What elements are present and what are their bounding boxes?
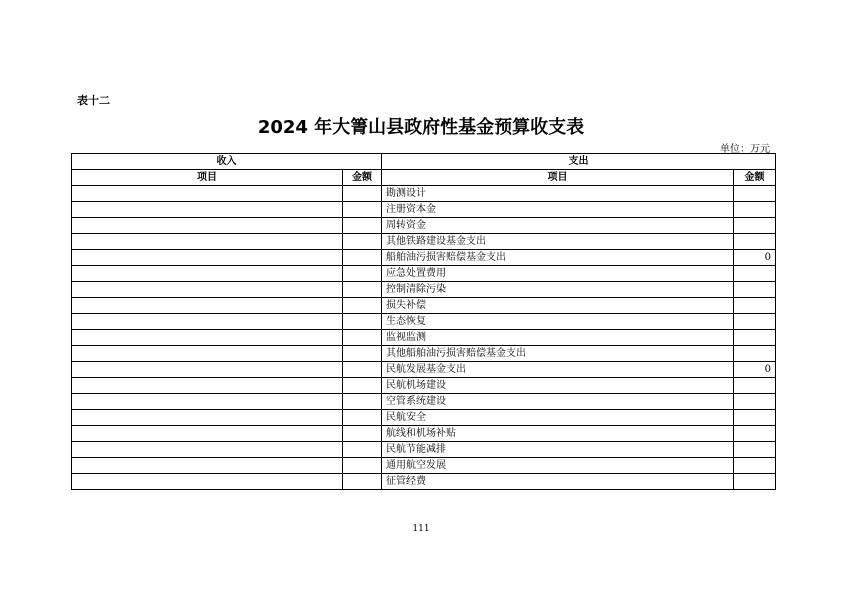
income-amount-cell — [343, 298, 382, 314]
expense-amount-cell — [734, 394, 776, 410]
income-amount-cell — [343, 266, 382, 282]
income-amount-cell — [343, 426, 382, 442]
expense-item-cell: 空管系统建设 — [382, 394, 734, 410]
income-amount-cell — [343, 250, 382, 266]
income-item-cell — [72, 330, 343, 346]
income-item-cell — [72, 426, 343, 442]
expense-amount-cell — [734, 442, 776, 458]
income-item-cell — [72, 186, 343, 202]
expense-item-cell: 应急处置费用 — [382, 266, 734, 282]
table-row — [72, 362, 776, 378]
income-item-header: 项目 — [72, 170, 343, 186]
income-item-cell — [72, 474, 343, 490]
expense-amount-cell — [734, 234, 776, 250]
income-item-cell — [72, 266, 343, 282]
income-amount-cell — [343, 442, 382, 458]
expense-amount-cell — [734, 298, 776, 314]
expense-amount-cell — [734, 186, 776, 202]
income-item-cell — [72, 298, 343, 314]
expense-item-cell: 征管经费 — [382, 474, 734, 490]
expense-item-cell: 船舶油污损害赔偿基金支出 — [382, 250, 734, 266]
income-amount-cell — [343, 410, 382, 426]
page-number: 111 — [412, 524, 430, 534]
table-row — [72, 426, 776, 442]
table-row — [72, 250, 776, 266]
income-header: 收入 — [72, 154, 382, 170]
expense-amount-cell — [734, 314, 776, 330]
budget-table — [71, 153, 776, 490]
income-item-cell — [72, 250, 343, 266]
expense-amount-cell — [734, 218, 776, 234]
expense-item-cell: 民航节能减排 — [382, 442, 734, 458]
expense-amount-cell — [734, 458, 776, 474]
income-amount-cell — [343, 314, 382, 330]
income-item-cell — [72, 346, 343, 362]
income-amount-cell — [343, 282, 382, 298]
income-amount-cell — [343, 458, 382, 474]
expense-amount-cell — [734, 474, 776, 490]
income-amount-cell — [343, 362, 382, 378]
expense-amount-cell — [734, 330, 776, 346]
table-body — [72, 186, 776, 490]
expense-item-cell: 民航安全 — [382, 410, 734, 426]
table-row — [72, 378, 776, 394]
income-item-cell — [72, 314, 343, 330]
table-row — [72, 458, 776, 474]
expense-item-cell: 航线和机场补贴 — [382, 426, 734, 442]
expense-item-cell: 通用航空发展 — [382, 458, 734, 474]
expense-item-cell: 注册资本金 — [382, 202, 734, 218]
income-item-cell — [72, 218, 343, 234]
table-row — [72, 266, 776, 282]
income-item-cell — [72, 282, 343, 298]
income-item-cell — [72, 202, 343, 218]
expense-amount-cell: 0 — [734, 362, 776, 378]
expense-header: 支出 — [382, 154, 776, 170]
income-item-cell — [72, 410, 343, 426]
income-amount-header: 金额 — [343, 170, 382, 186]
table-row — [72, 202, 776, 218]
expense-item-header: 项目 — [382, 170, 734, 186]
section-header-row — [72, 154, 776, 170]
table-label: 表十二 — [77, 94, 110, 107]
table-row — [72, 218, 776, 234]
income-item-cell — [72, 442, 343, 458]
table-row — [72, 442, 776, 458]
unit-label: 单位：万元 — [720, 144, 770, 155]
income-item-cell — [72, 378, 343, 394]
income-amount-cell — [343, 218, 382, 234]
expense-item-cell: 其他船舶油污损害赔偿基金支出 — [382, 346, 734, 362]
table-row — [72, 234, 776, 250]
income-amount-cell — [343, 474, 382, 490]
table-row — [72, 330, 776, 346]
income-item-cell — [72, 362, 343, 378]
expense-item-cell: 其他铁路建设基金支出 — [382, 234, 734, 250]
expense-item-cell: 周转资金 — [382, 218, 734, 234]
expense-item-cell: 监视监测 — [382, 330, 734, 346]
expense-item-cell: 民航机场建设 — [382, 378, 734, 394]
income-amount-cell — [343, 186, 382, 202]
expense-amount-cell — [734, 410, 776, 426]
expense-item-cell: 生态恢复 — [382, 314, 734, 330]
table-row — [72, 282, 776, 298]
table-row — [72, 314, 776, 330]
expense-amount-cell — [734, 378, 776, 394]
column-header-row — [72, 170, 776, 186]
income-item-cell — [72, 234, 343, 250]
income-item-cell — [72, 394, 343, 410]
table-row — [72, 298, 776, 314]
table-row — [72, 394, 776, 410]
table-row — [72, 186, 776, 202]
income-amount-cell — [343, 394, 382, 410]
expense-amount-cell: 0 — [734, 250, 776, 266]
expense-item-cell: 损失补偿 — [382, 298, 734, 314]
expense-amount-cell — [734, 346, 776, 362]
income-amount-cell — [343, 234, 382, 250]
expense-amount-cell — [734, 282, 776, 298]
expense-amount-cell — [734, 266, 776, 282]
expense-item-cell: 勘测设计 — [382, 186, 734, 202]
table-row — [72, 410, 776, 426]
expense-amount-header: 金额 — [734, 170, 776, 186]
income-amount-cell — [343, 330, 382, 346]
expense-item-cell: 控制清除污染 — [382, 282, 734, 298]
table-row — [72, 474, 776, 490]
income-amount-cell — [343, 346, 382, 362]
expense-amount-cell — [734, 202, 776, 218]
page-title: 2024 年大箐山县政府性基金预算收支表 — [257, 117, 585, 138]
expense-amount-cell — [734, 426, 776, 442]
income-item-cell — [72, 458, 343, 474]
income-amount-cell — [343, 202, 382, 218]
expense-item-cell: 民航发展基金支出 — [382, 362, 734, 378]
income-amount-cell — [343, 378, 382, 394]
table-row — [72, 346, 776, 362]
